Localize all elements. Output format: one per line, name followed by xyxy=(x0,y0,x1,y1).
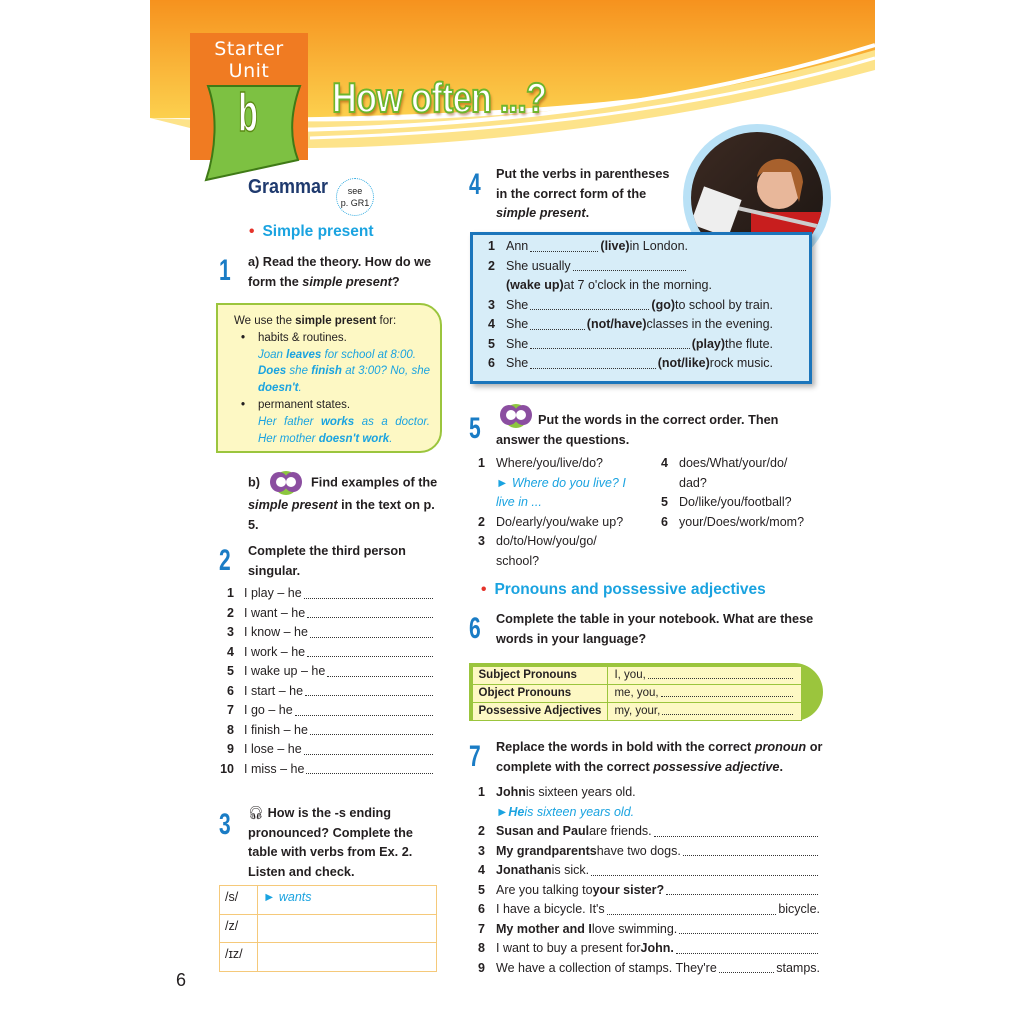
list-item xyxy=(488,276,773,296)
text-segment: possessive adjective xyxy=(653,759,780,774)
pair-work-icon xyxy=(267,470,305,496)
exercise-number: 3 xyxy=(219,808,231,841)
list-item xyxy=(218,623,435,643)
answer-blank[interactable] xyxy=(530,348,689,349)
text-segment: simple present xyxy=(248,498,338,512)
list-item xyxy=(218,721,435,741)
item-number: 4 xyxy=(227,644,234,659)
text-segment: Put the verbs in parentheses in the correct form of the xyxy=(496,167,670,201)
row-start: my, your, xyxy=(614,704,661,717)
exercise-4-list xyxy=(488,237,773,374)
text-segment: your sister? xyxy=(592,882,665,897)
list-item xyxy=(488,257,688,277)
item-number: 5 xyxy=(488,336,495,351)
exercise-1b-label: b) xyxy=(248,475,260,490)
text-segment: at 3:00? No, she xyxy=(341,365,430,378)
text-segment: are friends. xyxy=(589,824,652,838)
text-segment: Do/early/you/wake up? xyxy=(496,514,624,529)
text-segment: is sick. xyxy=(551,863,590,877)
text-segment: Her father xyxy=(258,415,321,428)
table-row xyxy=(472,684,801,702)
item-number: 1 xyxy=(478,456,485,470)
list-item xyxy=(661,513,821,533)
sound-cell: /z/ xyxy=(220,914,258,943)
answer-blank[interactable] xyxy=(679,933,818,934)
list-item xyxy=(218,662,435,682)
text-segment: Replace the words in bold with the correct xyxy=(496,740,755,754)
theory-example xyxy=(234,363,430,397)
answer-blank[interactable] xyxy=(304,598,433,599)
text-segment: pronoun xyxy=(754,740,807,754)
row-label: Possessive Adjectives xyxy=(472,702,608,720)
theory-example xyxy=(234,347,430,364)
text-segment: dad? xyxy=(679,475,707,490)
text-segment: She usually xyxy=(506,258,571,273)
row-start: I, you, xyxy=(614,668,646,681)
text-segment: do/to/How/you/go/ xyxy=(496,534,597,548)
text-segment: is sixteen years old. xyxy=(525,785,636,799)
item-number: 4 xyxy=(478,863,485,877)
answer-line xyxy=(614,685,794,702)
row-label: Object Pronouns xyxy=(472,684,608,702)
text-segment: I work – he xyxy=(244,644,306,659)
text-segment: . xyxy=(779,759,783,774)
text-segment: a) Read the theory. How do we form the xyxy=(248,255,432,289)
text-segment: Ann xyxy=(506,239,529,253)
grammar-heading: Grammar xyxy=(248,176,329,198)
text-segment: (wake up) xyxy=(506,278,564,292)
item-number: 3 xyxy=(488,297,495,312)
text-segment: for: xyxy=(376,315,397,327)
text-segment: . xyxy=(298,382,302,395)
grammar-reference-link[interactable] xyxy=(336,178,374,216)
page-title: How often ...? xyxy=(332,74,547,121)
section-heading-simple-present: • Simple present xyxy=(249,223,374,240)
list-item xyxy=(478,493,658,513)
text-segment: Are you talking to xyxy=(496,882,593,897)
section-title: Simple present xyxy=(262,223,374,240)
text-segment: at 7 o'clock in the morning. xyxy=(563,278,712,292)
answer-blank[interactable] xyxy=(573,270,686,271)
text-segment: Where/you/live/do? xyxy=(496,456,604,470)
text-segment: is sixteen years old. xyxy=(524,804,635,819)
theory-box xyxy=(216,303,442,453)
answer-cell xyxy=(608,702,801,720)
item-number: 2 xyxy=(478,514,485,529)
pronunciation-table xyxy=(219,885,437,972)
text-segment: We use the xyxy=(234,315,296,327)
text-segment: ► Where do you live? I xyxy=(496,475,626,490)
exercise-1a-instruction xyxy=(248,253,443,292)
exercise-5-instruction: Put the words in the correct order. Then answer the questions. xyxy=(496,413,779,447)
item-number: 7 xyxy=(478,921,485,936)
text-segment: live in ... xyxy=(496,495,542,509)
theory-example xyxy=(234,414,430,448)
text-segment: she xyxy=(286,365,312,378)
item-number: 3 xyxy=(478,843,485,858)
list-item xyxy=(478,783,820,803)
answer-blank[interactable] xyxy=(666,894,818,895)
answer-blank[interactable] xyxy=(307,617,433,618)
text-segment: doesn't xyxy=(258,382,299,395)
item-number: 6 xyxy=(227,683,234,698)
table-row xyxy=(220,943,437,972)
exercise-3-instruction xyxy=(248,804,433,882)
answer-cell[interactable] xyxy=(258,943,437,972)
list-item xyxy=(478,900,820,920)
text-segment: Find examples of the xyxy=(311,475,438,490)
unit-label-line1: Starter xyxy=(214,38,284,60)
answer-blank[interactable] xyxy=(661,696,793,697)
list-item xyxy=(218,584,435,604)
list-item xyxy=(478,881,820,901)
text-segment: (play) xyxy=(691,336,726,351)
exercise-2-instruction: Complete the third person singular. xyxy=(248,544,406,578)
item-number: 6 xyxy=(488,356,495,370)
list-item xyxy=(488,335,773,355)
exercise-5-list-left xyxy=(478,454,658,571)
list-item xyxy=(661,454,821,474)
list-item xyxy=(478,939,820,959)
text-segment: He xyxy=(508,804,525,819)
text-segment: love swimming. xyxy=(591,921,678,936)
list-item xyxy=(478,920,820,940)
list-item xyxy=(661,493,821,513)
text-segment: I play – he xyxy=(244,586,302,600)
item-number: 1 xyxy=(488,239,495,253)
text-segment: She xyxy=(506,317,529,331)
text-segment: She xyxy=(506,356,529,370)
text-segment: I want – he xyxy=(244,605,306,620)
answer-cell xyxy=(608,684,801,702)
text-segment: in the text on p. 5. xyxy=(248,498,435,532)
item-number: 3 xyxy=(478,534,485,548)
list-item xyxy=(488,237,688,257)
list-item xyxy=(478,822,820,842)
list-item xyxy=(488,354,773,374)
item-number: 3 xyxy=(227,625,234,639)
item-number: 1 xyxy=(478,785,485,799)
text-segment: have two dogs. xyxy=(596,843,681,858)
exercise-7-list xyxy=(478,783,820,978)
exercise-4-instruction xyxy=(496,165,676,224)
item-number: 2 xyxy=(227,605,234,620)
text-segment: doesn't work xyxy=(318,432,390,445)
answer-blank[interactable] xyxy=(530,309,649,310)
answer-blank[interactable] xyxy=(310,734,433,735)
answer-cell[interactable] xyxy=(258,914,437,943)
text-segment: ► xyxy=(496,804,509,819)
row-label: Subject Pronouns xyxy=(472,666,608,684)
text-segment: I miss – he xyxy=(244,761,305,776)
section-title: Pronouns and possessive adjectives xyxy=(494,581,766,598)
list-item xyxy=(218,760,435,780)
item-number: 5 xyxy=(661,495,668,509)
exercise-number: 2 xyxy=(219,544,231,577)
unit-letter: b xyxy=(238,83,258,143)
text-segment: your/Does/work/mom? xyxy=(679,514,805,529)
answer-blank[interactable] xyxy=(648,678,793,679)
text-segment: classes in the evening. xyxy=(646,317,773,331)
text-segment: Joan xyxy=(258,348,287,361)
list-item xyxy=(218,701,435,721)
answer-blank[interactable] xyxy=(305,695,433,696)
text-segment: She xyxy=(506,297,529,312)
text-segment: for school at 8:00. xyxy=(321,348,416,361)
exercise-6-instruction: Complete the table in your notebook. What are these words in your language? xyxy=(496,612,814,646)
unit-label xyxy=(190,38,308,82)
text-segment: the flute. xyxy=(725,336,773,351)
text-segment: rock music. xyxy=(709,356,773,370)
list-item xyxy=(218,682,435,702)
text-segment: leaves xyxy=(286,348,322,361)
table-row xyxy=(472,702,801,720)
item-number: 10 xyxy=(220,761,234,776)
item-number: 7 xyxy=(227,703,234,717)
answer-blank[interactable] xyxy=(530,251,598,252)
list-item xyxy=(218,604,435,624)
answer-blank[interactable] xyxy=(683,855,818,856)
text-segment: (go) xyxy=(651,297,676,312)
item-number: 8 xyxy=(478,941,485,955)
text-segment: I know – he xyxy=(244,625,308,639)
answer-line xyxy=(614,703,794,720)
text-segment: I wake up – he xyxy=(244,664,326,678)
item-number: 5 xyxy=(478,882,485,897)
list-item xyxy=(661,474,821,494)
text-segment: (not/like) xyxy=(657,356,710,370)
answer-cell xyxy=(608,666,801,684)
item-number: 1 xyxy=(227,586,234,600)
text-segment: school? xyxy=(496,553,540,568)
exercise-5-list-right xyxy=(661,454,821,532)
item-number: 9 xyxy=(227,742,234,756)
text-segment: (live) xyxy=(600,239,630,253)
text-segment: in London. xyxy=(629,239,688,253)
item-number: 2 xyxy=(488,258,495,273)
answer-blank[interactable] xyxy=(662,714,792,715)
row-start: me, you, xyxy=(614,686,659,699)
text-segment: simple present xyxy=(295,315,377,327)
text-segment: My mother and I xyxy=(496,921,592,936)
answer-blank[interactable] xyxy=(530,329,585,330)
text-segment: John. xyxy=(640,941,674,955)
grammar-ref: p. GR1 xyxy=(340,198,370,208)
exercise-3-text: How is the -s ending pronounced? Complete the table with verbs from Ex. 2. Listen and check. xyxy=(248,806,413,879)
list-item xyxy=(478,959,820,979)
text-segment: She xyxy=(506,336,529,351)
answer-blank[interactable] xyxy=(607,914,777,915)
answer-blank[interactable] xyxy=(327,676,433,677)
item-number: 4 xyxy=(661,456,668,470)
text-segment: (not/have) xyxy=(586,317,647,331)
text-segment: Jonathan xyxy=(496,863,552,877)
table-row xyxy=(220,914,437,943)
text-segment: Does xyxy=(258,365,287,378)
text-segment: I lose – he xyxy=(244,742,302,756)
text-segment: My grandparents xyxy=(496,843,597,858)
answer-blank[interactable] xyxy=(676,953,818,954)
item-number: 6 xyxy=(478,902,485,916)
headphones-icon: 🎧︎ xyxy=(248,806,268,820)
theory-intro xyxy=(234,313,430,330)
text-segment: stamps. xyxy=(776,960,820,975)
list-item xyxy=(478,861,820,881)
section-heading-pronouns: • Pronouns and possessive adjectives xyxy=(481,581,766,598)
theory-bullet: • permanent states. xyxy=(234,397,430,414)
sound-cell: /ɪz/ xyxy=(220,943,258,972)
answer-blank[interactable] xyxy=(310,637,433,638)
list-item xyxy=(478,842,820,862)
text-segment: ? xyxy=(391,274,400,289)
answer-blank[interactable] xyxy=(306,773,433,774)
exercise-number: 4 xyxy=(469,168,481,201)
item-number: 6 xyxy=(661,514,668,529)
answer-line xyxy=(614,667,794,684)
text-segment: does/What/your/do/ xyxy=(679,456,788,470)
text-segment: Do/like/you/football? xyxy=(679,495,792,509)
text-segment: . xyxy=(389,432,393,445)
exercise-number: 5 xyxy=(469,412,481,445)
answer-blank[interactable] xyxy=(304,754,433,755)
exercise-7-instruction xyxy=(496,738,826,777)
list-item xyxy=(218,740,435,760)
page-number: 6 xyxy=(176,970,187,990)
text-segment: works xyxy=(320,415,355,428)
unit-label-line2: Unit xyxy=(228,60,270,82)
answer-blank[interactable] xyxy=(719,972,774,973)
list-item xyxy=(488,296,773,316)
exercise-number: 6 xyxy=(469,612,481,645)
text-segment: finish xyxy=(311,365,342,378)
list-item xyxy=(478,454,658,474)
list-item xyxy=(488,315,773,335)
text-segment: bicycle. xyxy=(778,902,820,916)
text-segment: We have a collection of stamps. They're xyxy=(496,960,717,975)
answer-blank[interactable] xyxy=(530,368,655,369)
item-number: 8 xyxy=(227,722,234,737)
text-segment: I finish – he xyxy=(244,722,308,737)
answer-blank[interactable] xyxy=(654,836,818,837)
answer-blank[interactable] xyxy=(295,715,433,716)
item-number: 9 xyxy=(478,960,485,975)
theory-bullet: • habits & routines. xyxy=(234,330,430,347)
exercise-number: 7 xyxy=(469,740,481,773)
text-segment: John xyxy=(496,785,526,799)
answer-blank[interactable] xyxy=(307,656,433,657)
text-segment: simple present xyxy=(496,206,586,220)
list-item xyxy=(478,532,658,552)
text-segment: as a doctor. Her mother xyxy=(258,415,430,445)
exercise-number: 1 xyxy=(219,254,231,287)
text-segment: I want to buy a present for xyxy=(496,941,641,955)
table-row xyxy=(472,666,801,684)
pronouns-table xyxy=(469,663,823,721)
item-number: 5 xyxy=(227,664,234,678)
text-segment: . xyxy=(585,206,590,220)
text-segment: or complete with the correct xyxy=(496,740,823,774)
list-item xyxy=(478,513,658,533)
list-item xyxy=(478,803,820,823)
list-item xyxy=(218,643,435,663)
table-row xyxy=(220,886,437,915)
text-segment: I start – he xyxy=(244,683,304,698)
item-number: 2 xyxy=(478,824,485,838)
list-item xyxy=(478,474,658,494)
item-number: 4 xyxy=(488,317,495,331)
answer-cell[interactable]: ► wants xyxy=(258,886,437,915)
answer-blank[interactable] xyxy=(591,875,818,876)
exercise-2-list xyxy=(218,584,435,779)
text-segment: I have a bicycle. It's xyxy=(496,902,605,916)
text-segment: simple present xyxy=(302,274,392,289)
see-label: see xyxy=(347,186,363,196)
text-segment: Susan and Paul xyxy=(496,824,590,838)
text-segment: I go – he xyxy=(244,703,293,717)
text-segment: to school by train. xyxy=(675,297,773,312)
list-item xyxy=(478,552,658,572)
sound-cell: /s/ xyxy=(220,886,258,915)
exercise-1b-instruction xyxy=(248,470,448,535)
